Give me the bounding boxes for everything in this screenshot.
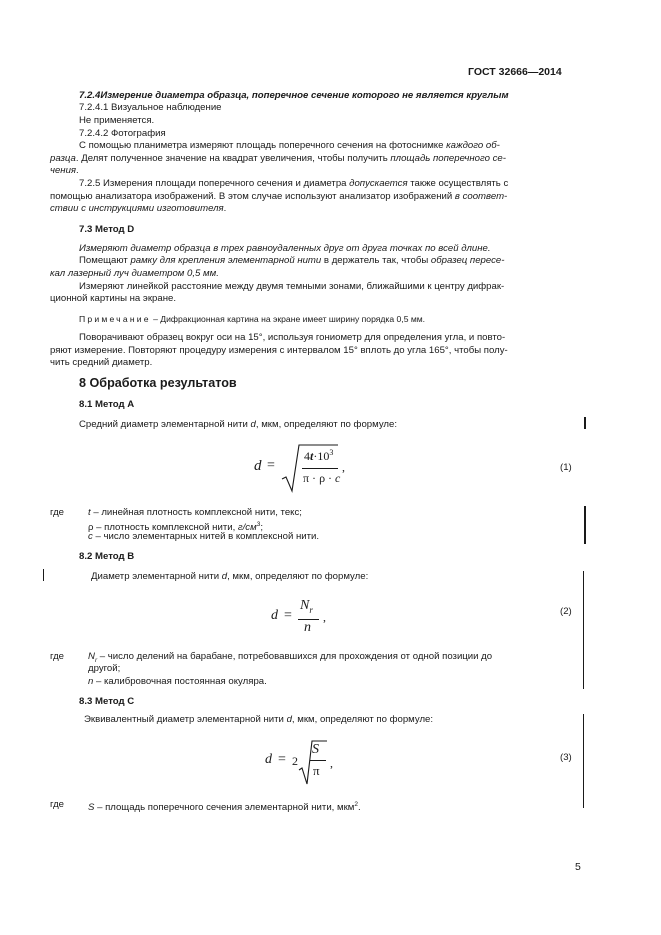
- num-exponent: 3: [329, 448, 334, 457]
- method-c-intro: [84, 714, 433, 727]
- note-label: Примечание: [79, 314, 151, 324]
- num-rest: ·10: [313, 449, 330, 463]
- text: – калибровочная постоянная окуляра.: [93, 676, 267, 687]
- text: Эквивалентный диаметр элементарной нити: [84, 714, 287, 725]
- variable-n: n: [88, 676, 94, 687]
- section-8-2-heading: 8.2 Метод В: [79, 551, 135, 562]
- definition-t: [88, 507, 302, 520]
- definition-Nr: [88, 651, 492, 668]
- text: в держатель так, чтобы: [321, 255, 431, 266]
- den-rho: ρ ·: [319, 471, 333, 485]
- formula-comma: ,: [323, 610, 326, 624]
- paragraph-7-2-5-line-3: [50, 203, 226, 216]
- method-d-line-7: ряют измерение. Повторяют процедуру измерения с интервалом 15° вплоть до угла 165°, чтобы полу-: [50, 345, 508, 356]
- paragraph-7-2-5-line-2: [50, 191, 507, 204]
- formula-equals: =: [284, 608, 292, 623]
- den-c: c: [335, 471, 341, 485]
- change-bar: [584, 417, 586, 429]
- definition-Nr-cont: другой;: [88, 663, 121, 674]
- text-italic: допускается: [349, 178, 408, 189]
- note: [79, 313, 425, 326]
- change-bar: [583, 714, 584, 808]
- denominator: π: [313, 763, 320, 778]
- text-italic: рамку для крепления элементарной нити: [130, 255, 322, 266]
- num-t: t: [310, 449, 314, 463]
- variable-d: d: [250, 419, 256, 430]
- text: С помощью планиметра измеряют площадь поперечного сечения на фотоснимке: [79, 140, 447, 151]
- text: помощью анализатора изображений. В этом случае используют анализатор изображений: [50, 191, 455, 202]
- numerator: [304, 448, 333, 464]
- method-d-line-2: [79, 255, 504, 268]
- text-italic: каждого об-: [446, 140, 500, 151]
- num-4: 4: [304, 449, 310, 463]
- formula-3: [262, 738, 342, 788]
- photo-paragraph-line-3: [50, 165, 79, 178]
- text: – число делений на барабане, потребовавшихся для прохождения от одной позиции до: [97, 651, 493, 662]
- formula-lhs: d: [254, 458, 262, 474]
- text: .: [76, 165, 79, 176]
- change-bar: [583, 571, 584, 689]
- method-b-intro: [91, 571, 368, 584]
- section-title: Измерение диаметра образца, поперечное сечение которого не является круглым: [100, 90, 509, 101]
- numerator: [300, 598, 313, 615]
- formula-comma: ,: [330, 756, 333, 770]
- text: Помещают: [79, 255, 131, 266]
- formula-lhs: d: [265, 752, 272, 767]
- document-standard-number: ГОСТ 32666—2014: [468, 66, 562, 78]
- change-bar: [43, 569, 44, 581]
- definition-c: [88, 531, 319, 544]
- formula-lhs: d: [271, 608, 278, 623]
- method-d-line-3: кал лазерный луч диаметром 0,5 мм.: [50, 268, 219, 279]
- change-bar: [584, 506, 586, 544]
- text: Средний диаметр элементарной нити: [79, 419, 251, 430]
- unit-exponent: 3: [256, 521, 261, 528]
- fraction-bar: [302, 468, 338, 469]
- variable-d: d: [221, 571, 228, 582]
- numerator: S: [312, 742, 319, 757]
- paragraph-7-2-5-line-1: [79, 178, 508, 191]
- note-text: – Дифракционная картина на экране имеет ширину порядка 0,5 мм.: [150, 314, 426, 324]
- denominator: [303, 471, 340, 486]
- section-8-3-heading: 8.3 Метод С: [79, 696, 135, 707]
- text: Диаметр элементарной нити: [91, 571, 222, 582]
- text: ρ – плотность комплексной нити,: [88, 522, 238, 534]
- method-d-line-6: Поворачивают образец вокруг оси на 15°, используя гониометр для определения угла, и повто-: [79, 332, 506, 343]
- formula-coefficient: 2: [292, 754, 298, 768]
- method-d-line-5: ционной картины на экране.: [50, 293, 176, 304]
- text: ;: [260, 522, 263, 534]
- unit: г/см: [237, 522, 257, 534]
- not-applicable-text: Не применяется.: [79, 115, 155, 126]
- variable-d: d: [286, 714, 292, 725]
- variable-N: N: [88, 651, 95, 662]
- text: .: [223, 203, 227, 214]
- text: , мкм, определяют по формуле:: [227, 571, 369, 582]
- subsection-7-2-4-2: 7.2.4.2 Фотография: [79, 128, 166, 139]
- where-label: где: [50, 651, 65, 662]
- formula-1: [250, 440, 370, 496]
- text-italic: в соответ-: [454, 191, 508, 202]
- text-italic: площадь поперечного се-: [390, 153, 506, 164]
- method-d-line-8: чить средний диаметр.: [50, 357, 153, 368]
- definition-S: [88, 799, 361, 815]
- variable-sub: r: [94, 656, 98, 664]
- section-8-1-heading: 8.1 Метод А: [79, 399, 135, 410]
- text: – линейная плотность комплексной нити, текс;: [90, 507, 302, 518]
- section-number: 7.2.4: [79, 90, 101, 101]
- photo-paragraph-line-1: [79, 140, 500, 153]
- text: , мкм, определяют по формуле:: [255, 419, 398, 430]
- text-italic: образец пересе-: [430, 255, 505, 266]
- where-label: где: [50, 507, 65, 518]
- formula-equals: =: [278, 752, 286, 767]
- text-italic: чения: [50, 165, 77, 176]
- variable-c: c: [88, 531, 93, 542]
- method-a-intro: [79, 419, 397, 432]
- section-7-3-heading: 7.3 Метод D: [79, 224, 135, 235]
- text: . Делят полученное значение на квадрат увеличения, чтобы получить: [75, 153, 391, 164]
- section-8-heading: 8 Обработка результатов: [79, 376, 237, 390]
- text: – площадь поперечного сечения элементарной нити, мкм: [94, 802, 355, 814]
- formula-equals: =: [267, 458, 275, 473]
- fraction-bar: [310, 760, 326, 761]
- num-N: N: [300, 598, 310, 613]
- formula-3-number: (3): [560, 752, 572, 763]
- formula-comma: ,: [342, 460, 345, 474]
- unit-exponent: 2: [354, 801, 359, 808]
- text: .: [358, 802, 361, 814]
- method-d-line-1: Измеряют диаметр образца в трех равноудаленных друг от друга точках по всей длине.: [79, 243, 491, 254]
- num-sub: r: [309, 604, 313, 615]
- variable-S: S: [88, 802, 95, 814]
- formula-1-number: (1): [560, 462, 572, 473]
- method-d-line-4: Измеряют линейкой расстояние между двумя темными зонами, ближайшими к центру дифрак-: [79, 281, 505, 292]
- text: , мкм, определяют по формуле:: [291, 714, 434, 725]
- den-pi: π ·: [303, 471, 317, 485]
- photo-paragraph-line-2: [50, 153, 506, 166]
- definition-n: [88, 676, 267, 689]
- formula-2-number: (2): [560, 606, 572, 617]
- variable-t: t: [88, 507, 91, 518]
- subsection-7-2-4-1: 7.2.4.1 Визуальное наблюдение: [79, 102, 222, 113]
- formula-2: [268, 596, 338, 640]
- text-italic: разца: [50, 153, 76, 164]
- text-italic: ствии с инструкциями изготовителя: [50, 203, 224, 214]
- text: также осуществлять с: [407, 178, 509, 189]
- text: – число элементарных нитей в комплексной нити.: [92, 531, 320, 542]
- where-label: где: [50, 799, 65, 810]
- denominator: n: [304, 620, 311, 635]
- page-number: 5: [575, 861, 581, 873]
- section-7-2-4-heading: [79, 90, 509, 103]
- text: 7.2.5 Измерения площади поперечного сечения и диаметра: [79, 178, 350, 189]
